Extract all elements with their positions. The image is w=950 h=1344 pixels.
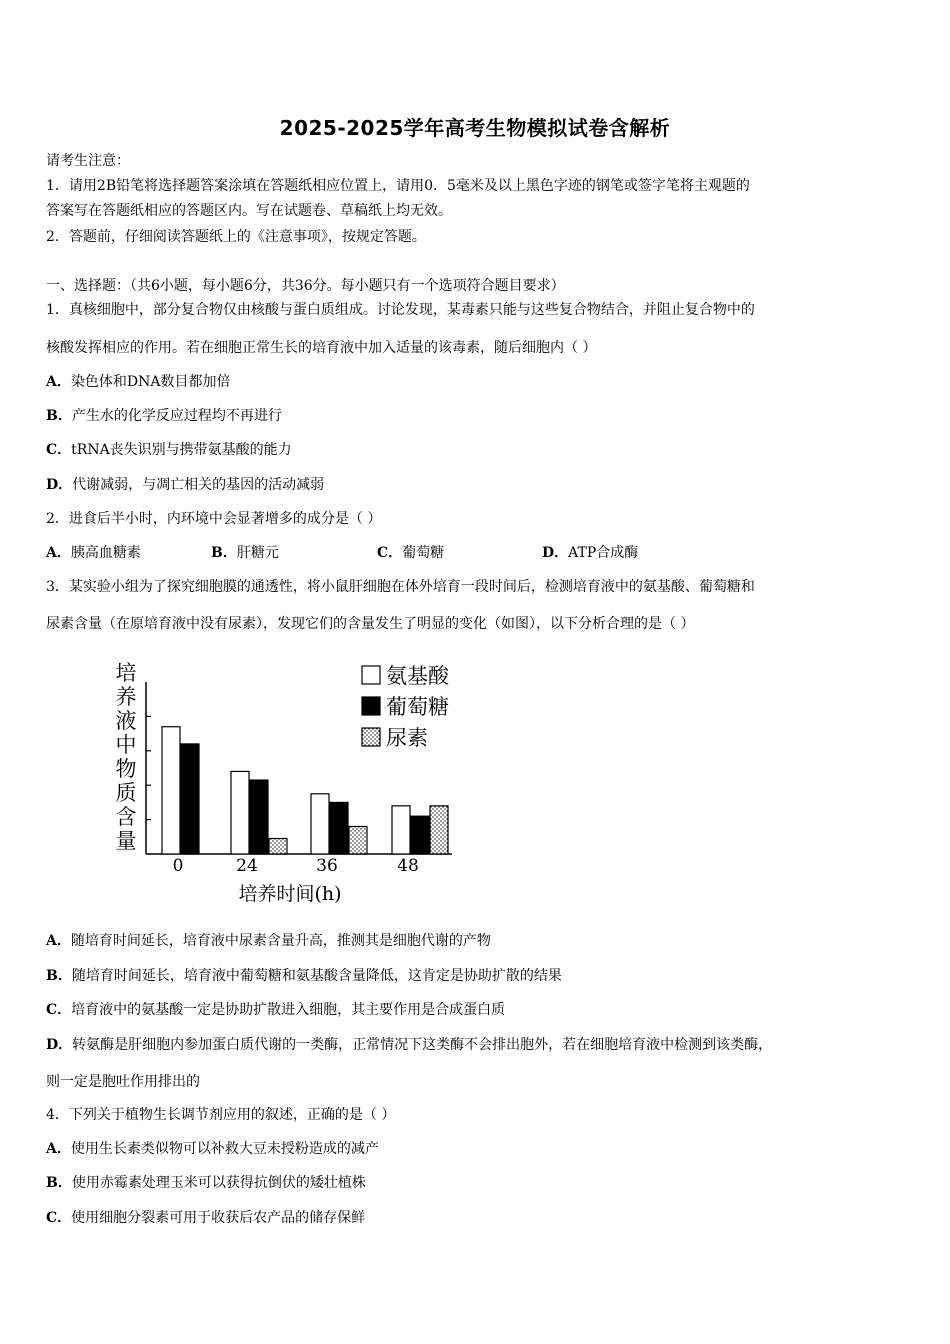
y-axis-label [116, 661, 137, 853]
q4-option-b: B．使用赤霉素处理玉米可以获得抗倒伏的矮壮植株 [46, 1175, 366, 1191]
page-title: 2025-2025学年高考生物模拟试卷含解析 [279, 116, 671, 140]
q3-stem-line-1: 3．某实验小组为了探究细胞膜的通透性，将小鼠肝细胞在体外培育一段时间后，检测培育液中的氨基酸、葡萄糖和 [46, 579, 755, 595]
q2-option-d: D．ATP合成酶 [542, 545, 639, 561]
x-tick-label: 24 [236, 856, 258, 876]
y-axis-label-char: 物 [115, 757, 137, 781]
q2-option-b: B．肝糖元 [211, 545, 279, 561]
notice-line-2: 答案写在答题纸相应的答题区内。写在试题卷、草稿纸上均无效。 [46, 203, 452, 219]
q1-option-b: B．产生水的化学反应过程均不再进行 [46, 408, 282, 424]
y-axis-label-char: 质 [115, 781, 137, 805]
bar-葡萄糖-0 [181, 744, 199, 854]
q2-options [46, 543, 906, 563]
q1-stem-line-1: 1．真核细胞中，部分复合物仅由核酸与蛋白质组成。讨论发现，某毒素只能与这些复合物结合，并阻止复合物中的 [46, 302, 755, 318]
x-tick-label: 48 [397, 856, 419, 876]
q3-option-c: C．培育液中的氨基酸一定是协助扩散进入细胞，其主要作用是合成蛋白质 [46, 1002, 506, 1018]
x-tick-label: 0 [172, 856, 184, 876]
bar-尿素-36 [349, 826, 367, 854]
q3-option-b: B．随培育时间延长，培育液中葡萄糖和氨基酸含量降低，这肯定是协助扩散的结果 [46, 968, 562, 984]
q3-option-d-line-2: 则一定是胞吐作用排出的 [46, 1074, 200, 1090]
bar-葡萄糖-36 [330, 802, 348, 854]
bar-葡萄糖-48 [411, 816, 429, 854]
legend-label: 葡萄糖 [386, 695, 449, 719]
q1-option-d: D．代谢减弱，与凋亡相关的基因的活动减弱 [46, 477, 325, 493]
q1-stem-line-2: 核酸发挥相应的作用。若在细胞正常生长的培育液中加入适量的该毒素，随后细胞内（ ） [46, 340, 597, 356]
legend-label: 氨基酸 [386, 664, 449, 688]
q2-stem: 2．进食后半小时，内环境中会显著增多的成分是（ ） [46, 511, 382, 527]
bar-尿素-48 [430, 806, 448, 854]
bar-氨基酸-0 [162, 727, 180, 854]
q4-option-a: A．使用生长素类似物可以补救大豆未授粉造成的减产 [46, 1141, 379, 1157]
y-axis-label-char: 液 [115, 709, 137, 733]
legend-swatch [362, 697, 380, 715]
section-heading: 一、选择题：（共6小题，每小题6分，共36分。每小题只有一个选项符合题目要求） [46, 278, 565, 294]
q2-option-a: A．胰高血糖素 [46, 545, 141, 561]
y-axis-label-char: 含 [115, 805, 137, 829]
notice-heading: 请考生注意： [46, 153, 130, 169]
x-axis-label: 培养时间(h) [238, 883, 342, 905]
q3-stem-line-2: 尿素含量（在原培育液中没有尿素），发现它们的含量发生了明显的变化（如图），以下分析合理的是（ ） [46, 616, 695, 632]
y-axis-label-char: 量 [115, 829, 137, 853]
bar-葡萄糖-24 [250, 780, 268, 854]
notice-line-1: 1．请用2B铅笔将选择题答案涂填在答题纸相应位置上，请用0．5毫米及以上黑色字迹的钢笔或签字笔将主观题的 [46, 178, 750, 194]
bar-氨基酸-36 [311, 794, 329, 854]
y-axis-label-char: 中 [115, 733, 137, 757]
y-axis-label-char: 培 [115, 661, 137, 685]
x-tick-label: 36 [316, 856, 338, 876]
q4-option-c: C．使用细胞分裂素可用于收获后农产品的储存保鲜 [46, 1210, 366, 1226]
q2-option-c: C．葡萄糖 [377, 545, 445, 561]
q3-option-d-line-1: D．转氨酶是肝细胞内参加蛋白质代谢的一类酶，正常情况下这类酶不会排出胞外，若在细胞培育液中检测到该类酶， [46, 1037, 773, 1053]
bar-氨基酸-48 [392, 806, 410, 854]
legend-swatch [362, 728, 380, 746]
q4-stem: 4．下列关于植物生长调节剂应用的叙述，正确的是（ ） [46, 1107, 396, 1123]
bar-尿素-24 [269, 839, 287, 854]
q1-option-c: C．tRNA丧失识别与携带氨基酸的能力 [46, 442, 292, 458]
q3-option-a: A．随培育时间延长，培育液中尿素含量升高，推测其是细胞代谢的产物 [46, 933, 491, 949]
bar-氨基酸-24 [231, 771, 249, 854]
y-axis-label-char: 养 [115, 685, 137, 709]
bar-chart [100, 652, 480, 914]
notice-line-3: 2．答题前，仔细阅读答题纸上的《注意事项》，按规定答题。 [46, 229, 426, 245]
legend-label: 尿素 [386, 726, 428, 750]
legend-swatch [362, 666, 380, 684]
q1-option-a: A．染色体和DNA数目都加倍 [46, 374, 231, 390]
